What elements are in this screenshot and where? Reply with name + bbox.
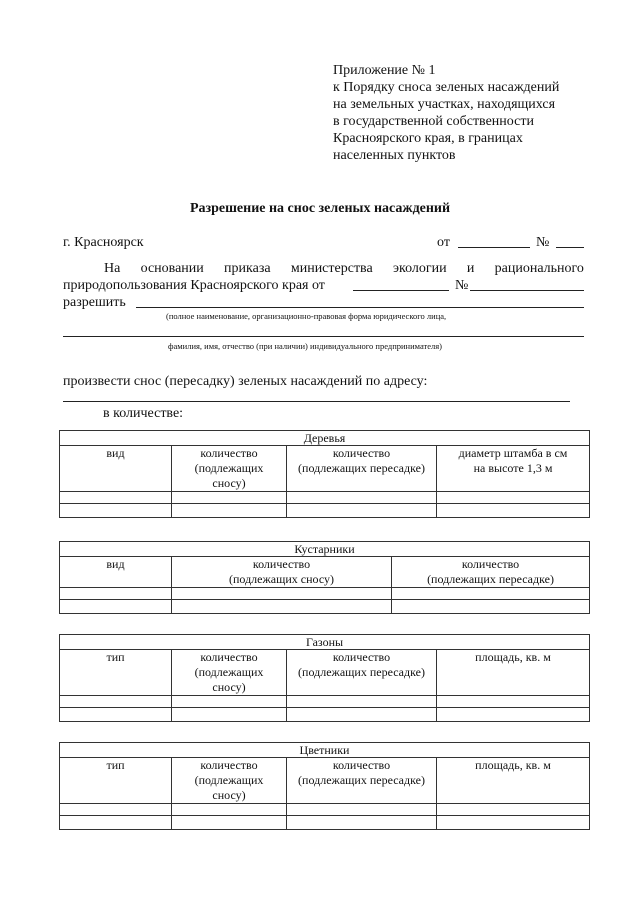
table-row: [60, 816, 590, 830]
basis-word: рационального: [494, 261, 584, 276]
entrepreneur-hint: фамилия, имя, отчество (при наличии) индивидуального предпринимателя): [168, 341, 442, 351]
table-cell[interactable]: [60, 588, 172, 600]
basis-word: экологии: [392, 261, 447, 276]
entity-line-2[interactable]: [63, 336, 584, 337]
basis-word: министерства: [290, 261, 373, 276]
appendix-line: на земельных участках, находящихся: [333, 97, 556, 112]
header-transplant-qty: количество (подлежащих пересадке): [287, 758, 437, 804]
header-transplant-qty: количество (подлежащих пересадке): [287, 446, 437, 492]
appendix-line: Красноярского края, в границах: [333, 131, 523, 146]
appendix-line: к Порядку сноса зеленых насаждений: [333, 80, 560, 95]
table-cell[interactable]: [437, 816, 590, 830]
basis-line-1: [104, 260, 584, 277]
header-type: тип: [60, 650, 172, 696]
table-cell[interactable]: [172, 708, 287, 722]
header-type: тип: [60, 758, 172, 804]
shrubs-caption: Кустарники: [60, 542, 590, 557]
table-cell[interactable]: [392, 600, 590, 614]
order-number-label: №: [455, 278, 469, 293]
table-cell[interactable]: [287, 816, 437, 830]
address-field[interactable]: [63, 401, 570, 402]
appendix-line: в государственной собственности: [333, 114, 534, 129]
table-row: [60, 696, 590, 708]
table-cell[interactable]: [437, 804, 590, 816]
table-cell[interactable]: [437, 504, 590, 518]
table-cell[interactable]: [172, 804, 287, 816]
city-label: г. Красноярск: [63, 235, 144, 250]
quantity-label: в количестве:: [103, 406, 184, 421]
header-remove-qty: количество (подлежащих сносу): [172, 650, 287, 696]
flowerbeds-table: [59, 742, 590, 830]
table-cell[interactable]: [60, 600, 172, 614]
trees-caption: Деревья: [60, 431, 590, 446]
permit-label: разрешить: [63, 295, 126, 310]
lawns-table: [59, 634, 590, 722]
number-label: №: [536, 235, 550, 250]
header-diameter: диаметр штамба в см на высоте 1,3 м: [437, 446, 590, 492]
table-cell[interactable]: [437, 696, 590, 708]
number-field[interactable]: [556, 247, 584, 248]
table-cell[interactable]: [287, 492, 437, 504]
table-row: [60, 504, 590, 518]
table-cell[interactable]: [287, 696, 437, 708]
table-cell[interactable]: [172, 696, 287, 708]
basis-word: основании: [140, 261, 204, 276]
lawns-caption: Газоны: [60, 635, 590, 650]
order-date-field[interactable]: [353, 290, 449, 291]
table-row: [60, 708, 590, 722]
table-cell[interactable]: [437, 492, 590, 504]
header-remove-qty: количество (подлежащих сносу): [172, 446, 287, 492]
table-cell[interactable]: [287, 708, 437, 722]
table-cell[interactable]: [172, 492, 287, 504]
document-title: Разрешение на снос зеленых насаждений: [189, 201, 451, 216]
header-area: площадь, кв. м: [437, 758, 590, 804]
table-cell[interactable]: [60, 492, 172, 504]
table-cell[interactable]: [172, 816, 287, 830]
appendix-line: Приложение № 1: [333, 63, 436, 78]
header-remove-qty: количество (подлежащих сносу): [172, 557, 392, 588]
table-cell[interactable]: [392, 588, 590, 600]
header-transplant-qty: количество (подлежащих пересадке): [392, 557, 590, 588]
date-label: от: [437, 235, 450, 250]
table-row: [60, 588, 590, 600]
trees-table: [59, 430, 590, 518]
basis-word: и: [466, 261, 475, 276]
header-type: вид: [60, 557, 172, 588]
basis-word: На: [104, 261, 121, 276]
table-cell[interactable]: [60, 708, 172, 722]
flowerbeds-caption: Цветники: [60, 743, 590, 758]
permit-entity-field[interactable]: [136, 307, 584, 308]
table-cell[interactable]: [60, 696, 172, 708]
table-cell[interactable]: [60, 804, 172, 816]
basis-line-2: природопользования Красноярского края от: [63, 278, 325, 293]
table-row: [60, 492, 590, 504]
basis-word: приказа: [224, 261, 271, 276]
appendix-line: населенных пунктов: [333, 148, 456, 163]
address-label: произвести снос (пересадку) зеленых насаждений по адресу:: [63, 374, 428, 389]
header-type: вид: [60, 446, 172, 492]
header-transplant-qty: количество (подлежащих пересадке): [287, 650, 437, 696]
shrubs-table: [59, 541, 590, 614]
order-number-field[interactable]: [470, 290, 584, 291]
table-cell[interactable]: [172, 504, 287, 518]
table-cell[interactable]: [172, 600, 392, 614]
appendix-block: [333, 62, 633, 164]
table-cell[interactable]: [60, 504, 172, 518]
table-cell[interactable]: [60, 816, 172, 830]
header-area: площадь, кв. м: [437, 650, 590, 696]
header-remove-qty: количество (подлежащих сносу): [172, 758, 287, 804]
table-cell[interactable]: [287, 804, 437, 816]
date-field[interactable]: [458, 247, 530, 248]
table-row: [60, 804, 590, 816]
table-cell[interactable]: [287, 504, 437, 518]
table-row: [60, 600, 590, 614]
table-cell[interactable]: [437, 708, 590, 722]
table-cell[interactable]: [172, 588, 392, 600]
entity-hint: (полное наименование, организационно-правовая форма юридического лица,: [166, 311, 447, 321]
